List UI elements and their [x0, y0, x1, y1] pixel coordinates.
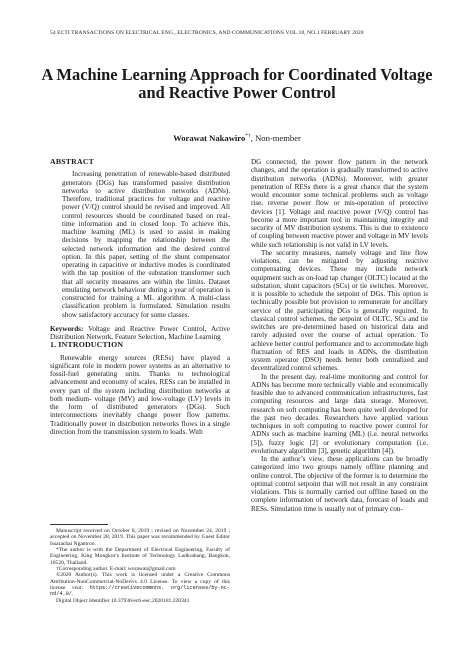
keywords-text: Voltage and Reactive Power Control, Active Distribution Network, Feature Selection, Machine Learning: [50, 324, 230, 341]
footnote-affiliation: *The author is with the Department of Electrical Engineering, Faculty of Engineering, King Mongkut’s Institute of Technology Ladkrabang, Bangkok, 10520, Thailand.: [50, 547, 230, 566]
footnotes: [50, 528, 230, 604]
introduction-heading: 1. INTRODUCTION: [50, 340, 124, 350]
right-paragraph: DG connected, the power flow pattern in the network changes, and the operation is gradually transformed to active distribution networks (ADNs). Moreover, with greater penetration of RESs there is a great chance that the system would encounter some technical problems such as voltage rise, reverse power flow or mis-operation of protective devices [1]. Voltage and reactive power (V/Q) control has become a more important tool in maintaining integrity and security of MV distribution systems. This is due to existence of coupling between reactive power and voltage in MV levels while such relationship is not valid in LV levels.: [251, 158, 428, 249]
running-head: 54 ECTI TRANSACTIONS ON ELECTRICAL ENG., ELECTRONICS, AND COMMUNICATIONS VOL.18, NO.1 FEBRUARY 2020: [50, 30, 364, 36]
paper-title: A Machine Learning Approach for Coordinated Voltage and Reactive Power Control: [41, 65, 433, 102]
footnote-license: [50, 572, 230, 597]
author-marks: *†: [245, 133, 251, 140]
right-paragraph: In the present day, real-time monitoring and control for ADNs has become more technically viable and economically feasible due to advanced communication infrastructures, fast computing resources and large data storage. Moreover, research on soft computing has been quite well developed for the past two decades. Researchers have applied various techniques in soft computing to reactive power control for ADNs such as machine learning (ML) (i.e. neural networks [5]), fuzzy logic [2] or evolutionary computation (i.e. evolutionary algorithm [3], genetic algorithm [4]).: [251, 372, 428, 455]
abstract-body: [62, 170, 230, 319]
author-membership: , Non-member: [250, 133, 301, 143]
footnote-doi: Digital Object Identifier 10.37936/ecti-eec.2020181.220341: [56, 597, 190, 604]
footnote-rule: [50, 524, 108, 525]
right-column: [251, 158, 428, 513]
license-url-part-a: https://creativecommons.: [89, 585, 165, 592]
right-paragraph: In the author’s view, these applications can be broadly categorized into two groups namely offline planning and online control. The objective of the former is to determine the optimal control setpoint that will not result in any constraint violations. This is normally carried out offline based on the complete information of network data, forecast of loads and RESs. Simulation time is usually not of primary con-: [251, 455, 428, 513]
left-column: [50, 158, 230, 436]
license-url-part-b: org/licenses/by-nc-nd/4.0/: [50, 585, 230, 598]
right-paragraph: The security measures, namely voltage and line flow violations, can be mitigated by adjusting reactive compensating devices. These may include network equipment such as on-load tap changer (OLTC) located at the substation, shunt capacitors (SCs) or tie switches. Moreover, it is possible to schedule the setpoint of DGs. This option is technically possible but provision to remunerate for ancillary service of the participating DGs is generally required. In classical control schemes, the setpoint of OLTC, SCs and tie switches are pre-determined based on historical data and rarely adjusted over the course of actual operation. To achieve better control performance and to accommodate high fluctuation of RES and loads in ADNs, the distribution system operator (DSO) needs better both centralized and decentralized control schemes.: [251, 248, 428, 373]
keywords-label: Keywords:: [50, 324, 84, 333]
license-end: .: [71, 591, 74, 598]
footnote-manuscript: Manuscript received on October 8, 2019 ; revised on November 24, 2019 ; accepted on November 28, 2019. This paper was recommended by Guest Editor Issarachai Ngamroo.: [50, 528, 230, 547]
abstract-heading: ABSTRACT: [50, 157, 95, 166]
author-line: [40, 133, 434, 143]
author-name: Worawat Nakawiro: [173, 133, 246, 143]
footnote-corresponding: †Corresponding author. E-mail: worawat@gmail.com: [56, 566, 176, 573]
abstract-text: Increasing penetration of renewable-based distributed generators (DGs) has transformed passive distribution networks to active distribution networks (ADNs). Therefore, traditional practices for voltage and reactive power (V/Q) control should be revised and improved. All control resources should be coordinated based on real-time information and in closed loop. To achieve this, machine learning (ML) is used to assist in making decisions by mapping the relationship between the selected network information and the desired control option. In this paper, setting of the shunt compensator operating in capacitive or inductive modes is coordinated with the tap position of the substation transformer such that all security measures are within the limits. Dataset emulating network behaviour during a year of operation is constructed for training a ML algorithm. A multi-class classification problem is formulated. Simulation results show satisfactory accuracy for some classes.: [62, 170, 230, 319]
introduction-left-paragraph: Renewable energy sources (RESs) have played a significant role in modern power systems as an alternative to fossil-fuel generating units. Thanks to technological advancement and economy of scales, RESs can be installed in every part of the system including distribution networks at both medium- voltage (MV) and low-voltage (LV) levels in the form of distributed generators (DGs). Such interconnections inevitably change power flow patterns. Traditionally power in distribution networks flows in a single direction from the transmission system to loads. With: [50, 353, 230, 436]
license-text: ©2020 Author(s). This work is licensed under a Creative Commons Attribution-NonCommercial-NoDerivs 4.0 License. To view a copy of this license visit:: [50, 572, 230, 592]
keywords: [50, 325, 230, 342]
